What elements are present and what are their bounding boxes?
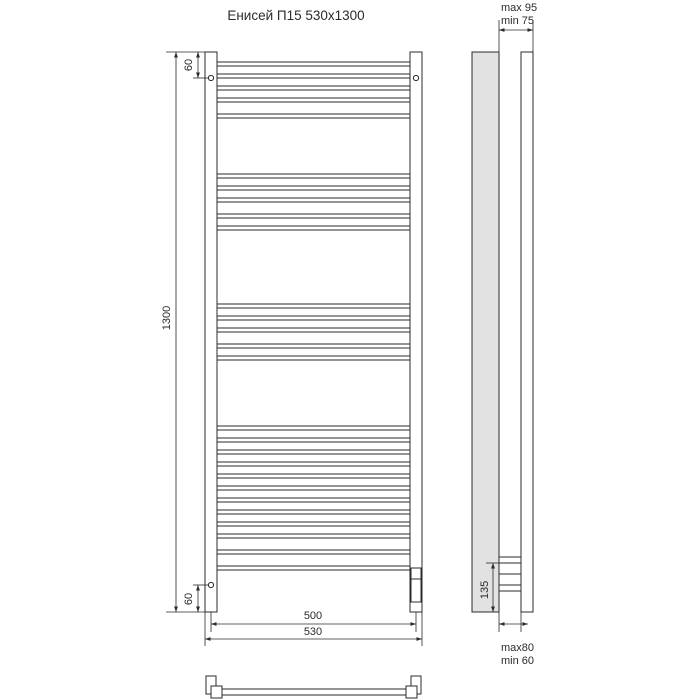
crossbar: [217, 198, 410, 202]
electric-heater-cap: [411, 568, 421, 602]
crossbar: [217, 86, 410, 90]
crossbar: [217, 450, 410, 454]
bottom-left-mount-point: [208, 582, 213, 587]
crossbar: [217, 226, 410, 230]
crossbar: [217, 522, 410, 526]
crossbar: [217, 550, 410, 554]
top-left-mount-point: [208, 75, 213, 80]
top-right-mount-point: [413, 75, 418, 80]
crossbar: [217, 186, 410, 190]
crossbar: [217, 316, 410, 320]
mount-height-label: 135: [479, 580, 491, 600]
crossbar: [217, 356, 410, 360]
drawing-title: Енисей П15 530х1300: [227, 8, 365, 23]
crossbar: [217, 486, 410, 490]
crossbar: [217, 344, 410, 348]
crossbar: [217, 510, 410, 514]
crossbar: [217, 304, 410, 308]
crossbar: [217, 498, 410, 502]
crossbar: [217, 426, 410, 430]
side-view: [472, 52, 533, 612]
top-offset-dimension: [193, 52, 208, 78]
bottom-offset-label: 60: [183, 592, 195, 606]
wall: [472, 52, 499, 612]
front-view: [205, 52, 422, 612]
crossbar: [217, 174, 410, 178]
top-view-left-post: [211, 686, 222, 698]
outer-width-label: 530: [303, 626, 323, 638]
crossbar: [217, 566, 410, 570]
crossbar: [217, 462, 410, 466]
side-post: [521, 52, 533, 612]
left-post: [205, 52, 217, 612]
right-post: [410, 52, 422, 612]
crossbar: [217, 214, 410, 218]
bottom-offset-dimension: [193, 585, 208, 612]
top-view: [206, 676, 421, 698]
depth-min-label: min 75: [501, 15, 535, 27]
crossbar: [217, 74, 410, 78]
top-view-right-post: [406, 686, 417, 698]
height-label: 1300: [161, 305, 173, 331]
top-offset-label: 60: [183, 58, 195, 72]
crossbar: [217, 114, 410, 118]
height-dimension: [166, 52, 205, 612]
crossbar: [217, 98, 410, 102]
crossbar: [217, 438, 410, 442]
crossbar: [217, 328, 410, 332]
wall-gap-min-label: min 60: [501, 655, 535, 667]
wall-gap-dimension: [499, 612, 528, 632]
inner-width-label: 500: [303, 610, 323, 622]
crossbars: [217, 62, 410, 570]
crossbar: [217, 474, 410, 478]
wall-gap-max-label: max80: [501, 642, 535, 654]
depth-max-label: max 95: [501, 2, 538, 14]
crossbar: [217, 534, 410, 538]
crossbar: [217, 62, 410, 66]
